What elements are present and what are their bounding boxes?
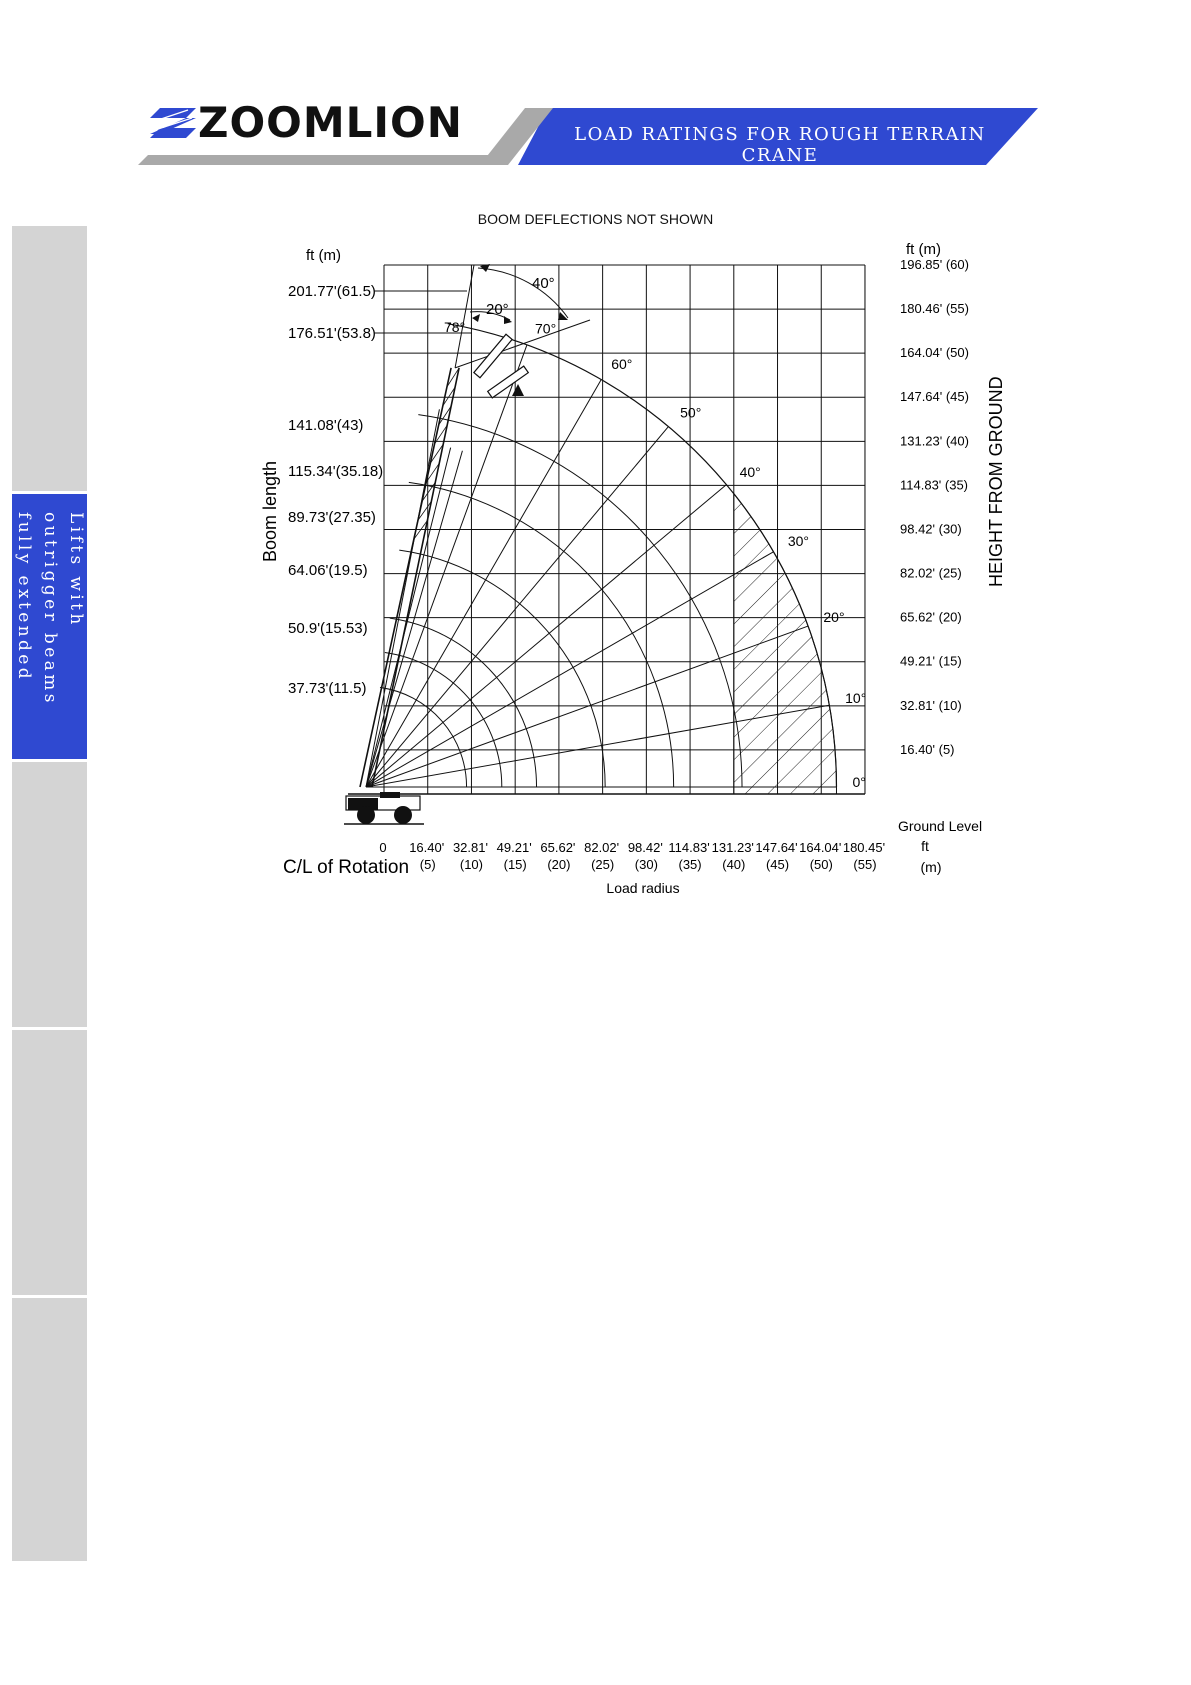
radius-ft-label: 180.45'	[842, 840, 886, 855]
radius-ft-label: 98.42'	[627, 840, 663, 855]
main-boom-line	[372, 368, 459, 787]
height-label: 196.85' (60)	[900, 256, 969, 272]
angle-label: 10°	[845, 690, 867, 707]
radius-ft-label: 164.04'	[799, 840, 842, 855]
angle-ray-70	[366, 345, 527, 787]
height-label: 49.21' (15)	[900, 653, 962, 669]
left-axis-title: Boom length	[260, 460, 280, 562]
brand-name: ZOOMLION	[198, 98, 463, 147]
boom	[344, 264, 590, 824]
angle-label: 30°	[787, 532, 810, 549]
height-label: 147.64' (45)	[900, 389, 969, 405]
angle-label: 50°	[680, 404, 702, 421]
ground-level-label: Ground Level	[898, 818, 983, 834]
radius-m-label: (25)	[591, 857, 615, 872]
boom-length-label: 115.34'(35.18)	[288, 463, 384, 480]
height-label: 180.46' (55)	[900, 301, 969, 317]
jib-range-label: 40°	[532, 275, 555, 292]
radius-m-label: (30)	[634, 857, 658, 872]
height-label: 65.62' (20)	[900, 609, 962, 625]
right-unit-label: ft (m)	[906, 241, 941, 258]
side-tab-5[interactable]	[12, 1298, 87, 1561]
jib-offset-20	[474, 334, 512, 377]
radius-m-label: (40)	[722, 857, 746, 872]
boom-length-arc	[418, 415, 742, 787]
left-unit-label: ft (m)	[306, 247, 341, 264]
radius-m-label: (10)	[459, 857, 484, 872]
radius-ft-label: 49.21'	[496, 840, 532, 855]
height-label: 82.02' (25)	[900, 565, 962, 581]
jib-offset-label: 20°	[486, 301, 509, 318]
radius-m-label: (55)	[853, 857, 877, 872]
jib-line	[455, 320, 590, 368]
main-boom-line	[360, 368, 451, 787]
height-label: 32.81' (10)	[900, 697, 962, 713]
cl-of-rotation-label: C/L of Rotation	[283, 857, 410, 878]
radius-m-label: (35)	[678, 857, 702, 872]
boom-length-arc	[399, 550, 605, 787]
radius-ft-label: 0	[379, 840, 387, 855]
carrier-wheel	[394, 806, 412, 824]
side-tab-4[interactable]	[12, 1030, 87, 1295]
jib-anchor	[512, 384, 524, 396]
carrier-turret	[380, 792, 400, 798]
height-label: 114.83' (35)	[900, 477, 969, 493]
radius-ft-label: 114.83'	[668, 840, 710, 855]
radius-ft-label: 147.64'	[755, 840, 798, 855]
height-label: 164.04' (50)	[900, 345, 969, 361]
radius-ft-label: 131.23'	[711, 840, 754, 855]
radius-m-label: (5)	[419, 857, 436, 872]
radius-ft-label: 16.40'	[409, 840, 445, 855]
radius-ft-label: 65.62'	[540, 840, 576, 855]
radius-ft-label: 32.81'	[452, 840, 488, 855]
arrow-icon	[472, 314, 480, 322]
height-label: 131.23' (40)	[900, 433, 969, 449]
radius-ft-label: 82.02'	[584, 840, 620, 855]
angle-label: 70°	[535, 320, 557, 337]
boom-length-label: 141.08'(43)	[288, 417, 364, 434]
angle-label: 20°	[823, 608, 845, 625]
boom-max-angle-label: 78°	[444, 319, 466, 335]
crane-carrier-icon	[344, 792, 424, 824]
boom-length-label: 64.06'(19.5)	[288, 562, 368, 579]
boom-length-label: 50.9'(15.53)	[288, 620, 368, 637]
labels	[288, 257, 969, 872]
radius-m-label: (20)	[547, 857, 571, 872]
radius-m-label: (15)	[503, 857, 527, 872]
right-axis-title: HEIGHT FROM GROUND	[986, 376, 1006, 587]
carrier-wheel	[357, 806, 375, 824]
angle-label: 40°	[739, 463, 761, 480]
boom-length-arc	[409, 482, 674, 787]
side-tab-label: Lifts with outrigger beams fully extended	[13, 511, 86, 706]
boom-length-label: 37.73'(11.5)	[288, 680, 367, 697]
radius-m-label: (50)	[809, 857, 833, 872]
angle-ray-60	[366, 380, 601, 787]
angle-ray-30	[366, 552, 773, 787]
radius-m-label: (45)	[765, 857, 790, 872]
page-title: LOAD RATINGS FOR ROUGH TERRAIN CRANE	[574, 124, 986, 166]
boom-line	[366, 451, 462, 787]
boom-length-arc	[385, 653, 502, 787]
diagram-note: BOOM DEFLECTIONS NOT SHOWN	[477, 211, 714, 227]
height-label: 16.40' (5)	[900, 741, 955, 757]
bottom-axis-title: Load radius	[606, 880, 680, 896]
angle-label: 0°	[852, 774, 866, 790]
boom-length-label: 176.51'(53.8)	[288, 325, 376, 342]
unit-ft-label: ft	[921, 838, 929, 854]
boom-length-label: 89.73'(27.35)	[288, 509, 376, 526]
boom-length-label: 201.77'(61.5)	[288, 283, 376, 300]
angle-label: 60°	[611, 356, 633, 373]
unit-m-label: (m)	[920, 859, 942, 875]
height-label: 98.42' (30)	[900, 521, 962, 537]
